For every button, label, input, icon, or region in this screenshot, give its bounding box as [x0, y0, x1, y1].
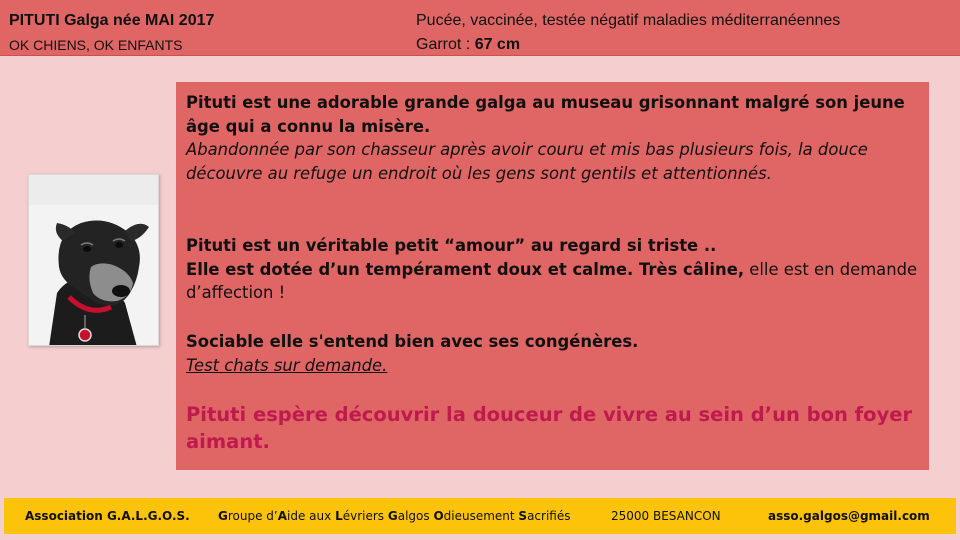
description-panel [176, 82, 929, 470]
temperament-bold-b: Elle est dotée d’un tempérament doux et calme. Très câline, [186, 259, 745, 279]
intro-italic-text: Abandonnée par son chasseur après avoir couru et mis bas plusieurs fois, la douce découvre au refuge un endroit où les gens sont gentils et attentionnés. [186, 140, 868, 183]
acronym-letter: G [218, 509, 228, 523]
association-city: 25000 BESANCON [611, 509, 721, 523]
acronym-letter: G [387, 509, 398, 523]
cat-test-note: Test chats sur demande. [186, 355, 388, 375]
closing-text: Pituti espère découvrir la douceur de vivre au sein d’un bon foyer aimant. [186, 403, 913, 453]
health-line: Pucée, vaccinée, testée négatif maladies méditerranéennes [416, 12, 841, 29]
acronym-word: roupe d’ [227, 509, 278, 523]
acronym-word: acrifiés [527, 509, 571, 523]
acronym-letter: O [433, 509, 444, 523]
acronym-word: ide aux [287, 509, 336, 523]
acronym-letter: L [335, 509, 343, 523]
garrot-label: Garrot : [416, 36, 475, 53]
acronym-letter: S [518, 509, 528, 523]
paragraph-sociability [186, 330, 921, 377]
dog-photo [28, 174, 159, 346]
footer-band [4, 498, 956, 534]
sociability-bold: Sociable elle s'entend bien avec ses congénères. [186, 332, 639, 351]
acronym-letter: A [277, 509, 288, 523]
acronym-word: algos [397, 509, 434, 523]
garrot-line [416, 36, 520, 54]
contact-email[interactable]: asso.galgos@gmail.com [768, 509, 930, 523]
temperament-bold-a: Pituti est un véritable petit “amour” au regard si triste .. [186, 236, 717, 255]
header-band [0, 0, 960, 56]
temperament-normal: elle est en demande d’affection ! [186, 259, 918, 302]
compatibility-line: OK CHIENS, OK ENFANTS [9, 37, 183, 53]
association-acronym-expansion [218, 509, 571, 523]
paragraph-temperament [186, 234, 921, 305]
dog-name-line: PITUTI Galga née MAI 2017 [9, 12, 215, 29]
association-name: Association G.A.L.G.O.S. [25, 509, 190, 523]
acronym-word: dieusement [443, 509, 519, 523]
paragraph-history [186, 91, 921, 185]
intro-bold-text: Pituti est une adorable grande galga au museau grisonnant malgré son jeune âge qui a connu la misère. [186, 93, 905, 136]
garrot-value: 67 cm [474, 36, 521, 53]
acronym-word: évriers [342, 509, 388, 523]
